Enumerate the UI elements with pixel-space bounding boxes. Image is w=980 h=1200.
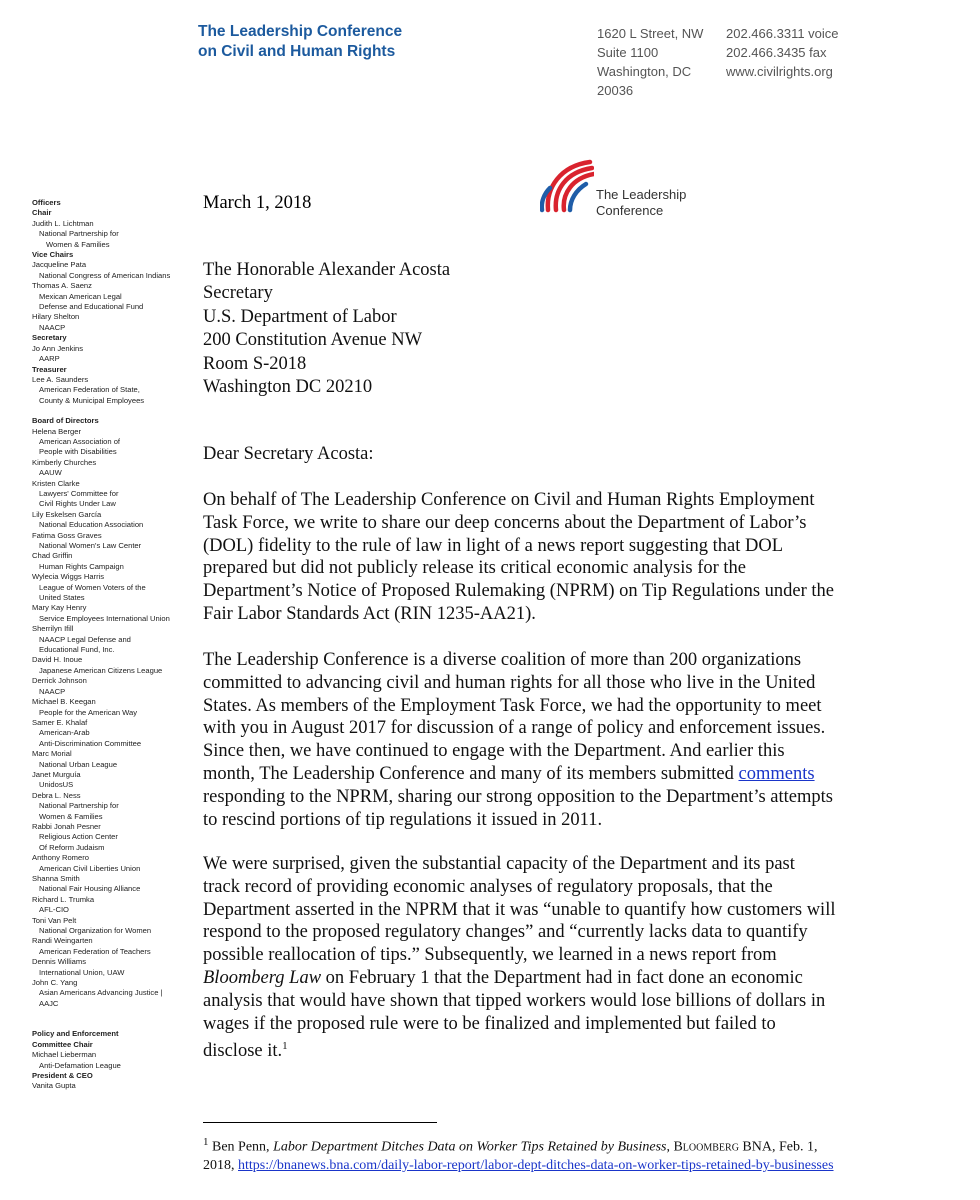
paragraph-1 xyxy=(203,489,875,626)
footnote-line-1 xyxy=(203,1133,903,1157)
phone-fax: 202.466.3435 fax xyxy=(726,45,827,60)
comments-link[interactable]: comments xyxy=(738,763,815,784)
sidebar-heading: Treasurer xyxy=(32,364,67,374)
sidebar-affiliation: Defense and Educational Fund xyxy=(39,302,144,312)
org-name-line2: on Civil and Human Rights xyxy=(198,43,396,60)
sidebar-spacer xyxy=(32,406,192,416)
sidebar-heading: President & CEO xyxy=(32,1070,93,1080)
paragraph-2 xyxy=(203,649,875,831)
text-line: with you in August 2017 for discussion of a range of policy and enforcement issues. xyxy=(203,718,826,739)
sidebar-affiliation: Service Employees International Union xyxy=(39,613,170,623)
phone-voice: 202.466.3311 voice xyxy=(726,26,839,41)
recipient-line: Secretary xyxy=(203,283,273,304)
text-line: possible reallocation of tips.” Subsequently, we learned in a news report from xyxy=(203,945,777,966)
text-line xyxy=(203,967,875,990)
sidebar-person-name: Marc Morial xyxy=(32,749,72,759)
text-line: We were surprised, given the substantial capacity of the Department and its past xyxy=(203,854,795,874)
sidebar-person-name: David H. Inoue xyxy=(32,655,83,665)
sidebar-affiliation: Mexican American Legal xyxy=(39,291,122,301)
sidebar-affiliation: National Fair Housing Alliance xyxy=(39,884,141,894)
recipient-line: 200 Constitution Avenue NW xyxy=(203,330,423,351)
sidebar-person-name: Thomas A. Saenz xyxy=(32,281,92,291)
sidebar-affiliation: Japanese American Citizens League xyxy=(39,665,163,675)
sidebar-person-name: Richard L. Trumka xyxy=(32,894,95,904)
sidebar-person-name: Wylecia Wiggs Harris xyxy=(32,572,105,582)
sidebar-person-name: Michael Lieberman xyxy=(32,1050,97,1060)
website-link[interactable]: www.civilrights.org xyxy=(726,64,833,79)
address-line: 1620 L Street, NW xyxy=(597,26,704,41)
logo-mark-icon xyxy=(540,158,594,214)
sidebar-person-name: Debra L. Ness xyxy=(32,790,81,800)
sidebar-affiliation: Religious Action Center xyxy=(39,832,118,842)
sidebar-person-name: Rabbi Jonah Pesner xyxy=(32,821,101,831)
sidebar-affiliation: International Union, UAW xyxy=(39,967,125,977)
sidebar-person-name: Lily Eskelsen García xyxy=(32,509,102,519)
text-line: committed to advancing civil and human rights for all those who live in the United xyxy=(203,672,816,693)
text-line: Task Force, we write to share our deep concerns about the Department of Labor’s xyxy=(203,512,807,533)
publication-name: Bloomberg Law xyxy=(203,967,322,988)
sidebar-affiliation: Women & Families xyxy=(46,239,110,249)
sidebar-affiliation: National Partnership for xyxy=(39,229,119,239)
sidebar-affiliation: Of Reform Judaism xyxy=(39,842,105,852)
sidebar-affiliation: Human Rights Campaign xyxy=(39,561,124,571)
footnote-marker: 1 xyxy=(203,1136,209,1148)
sidebar-person-name: Shanna Smith xyxy=(32,874,80,883)
text-line: Department asserted in the NPRM that it was “unable to quantify how customers will xyxy=(203,899,836,920)
address-line: 20036 xyxy=(597,83,634,98)
sidebar-affiliation: NAACP xyxy=(39,322,66,332)
address-block xyxy=(597,24,703,100)
sidebar-affiliation: Women & Families xyxy=(39,811,103,821)
sidebar-person-name: Samer E. Khalaf xyxy=(32,717,88,727)
org-name xyxy=(198,22,402,62)
sidebar-affiliation: People with Disabilities xyxy=(39,447,117,457)
sidebar-spacer xyxy=(32,1009,192,1019)
sidebar-affiliation: United States xyxy=(39,593,85,603)
sidebar-affiliation: NAACP Legal Defense and xyxy=(39,634,131,644)
footnote-publication: Bloomberg xyxy=(673,1139,739,1155)
sidebar-affiliation: Lawyers' Committee for xyxy=(39,488,119,498)
sidebar-person-name: Helena Berger xyxy=(32,426,81,436)
sidebar-affiliation: UnidosUS xyxy=(39,780,74,790)
footnote-divider xyxy=(203,1122,437,1123)
recipient-block xyxy=(203,259,450,399)
sidebar-affiliation: American Association of xyxy=(39,436,121,446)
logo-text xyxy=(596,187,686,219)
address-line: Suite 1100 xyxy=(597,45,659,60)
sidebar-affiliation: League of Women Voters of the xyxy=(39,582,146,592)
text-line: (DOL) fidelity to the rule of law in light of a news report suggesting that DOL xyxy=(203,535,784,556)
sidebar-affiliation: AFL-CIO xyxy=(39,905,69,915)
sidebar-person-name: Sherrilyn Ifill xyxy=(32,624,74,634)
logo-text-line2: Conference xyxy=(596,203,664,218)
address-line: Washington, DC xyxy=(597,64,692,79)
text-line: responding to the NPRM, sharing our strong opposition to the Department’s attempts xyxy=(203,786,833,807)
org-name-line1: The Leadership Conference xyxy=(198,23,403,40)
recipient-line: The Honorable Alexander Acosta xyxy=(203,260,451,280)
text-line: Since then, we have continued to engage with the Department. And earlier this xyxy=(203,741,785,762)
sidebar-person-name: Vanita Gupta xyxy=(32,1081,76,1091)
footnote-author: Ben Penn, xyxy=(208,1139,274,1155)
text-line: The Leadership Conference is a diverse coalition of more than 200 organizations xyxy=(203,650,802,670)
text-line xyxy=(203,1035,875,1063)
recipient-line: Room S-2018 xyxy=(203,353,307,374)
sidebar-person-name: Kristen Clarke xyxy=(32,478,80,488)
sidebar-person-name: Jo Ann Jenkins xyxy=(32,343,84,353)
sidebar-affiliation: People for the American Way xyxy=(39,707,138,717)
footnote-sep: , xyxy=(666,1139,674,1155)
footnote-pub-rest: BNA, Feb. 1, xyxy=(738,1139,818,1155)
text-fragment: on February 1 that the Department had in fact done an economic xyxy=(321,967,803,988)
sidebar-affiliation: Anti-Discrimination Committee xyxy=(39,738,142,748)
sidebar-affiliation: County & Municipal Employees xyxy=(39,395,145,405)
sidebar-person-name: Dennis Williams xyxy=(32,957,87,967)
sidebar-person-name: John C. Yang xyxy=(32,978,78,988)
sidebar-affiliation: Educational Fund, Inc. xyxy=(39,645,115,655)
footnote-url-link[interactable]: https://bnanews.bna.com/daily-labor-report/labor-dept-ditches-data-on-worker-tips-retained-by-businesses xyxy=(238,1157,834,1173)
text-line xyxy=(203,763,875,786)
text-fragment: disclose it. xyxy=(203,1041,283,1062)
sidebar-heading: Committee Chair xyxy=(32,1039,93,1049)
footnote-year: 2018, xyxy=(203,1157,238,1173)
sidebar-affiliation: American Civil Liberties Union xyxy=(39,863,141,873)
sidebar-heading: Policy and Enforcement xyxy=(32,1029,119,1039)
text-line: analysis that would have shown that tipped workers would lose billions of dollars in xyxy=(203,990,826,1011)
sidebar-affiliation: NAACP xyxy=(39,686,66,696)
sidebar-person-name: Judith L. Lichtman xyxy=(32,218,94,228)
sidebar-heading: Officers xyxy=(32,198,61,207)
sidebar-person-name: Mary Kay Henry xyxy=(32,603,87,613)
sidebar-affiliation: Civil Rights Under Law xyxy=(39,499,116,509)
sidebar-person-name: Lee A. Saunders xyxy=(32,374,89,384)
sidebar-affiliation: National Partnership for xyxy=(39,801,119,811)
logo-text-line1: The Leadership xyxy=(596,187,687,202)
leadership-conference-logo xyxy=(540,158,700,220)
sidebar-affiliation: American Federation of State, xyxy=(39,385,140,395)
sidebar-affiliation: National Education Association xyxy=(39,520,144,530)
paragraph-3 xyxy=(203,853,875,1063)
sidebar-heading: Vice Chairs xyxy=(32,250,74,260)
sidebar-affiliation: AARP xyxy=(39,354,60,364)
text-line: States. As members of the Employment Task Force, we had the opportunity to meet xyxy=(203,695,822,716)
text-line: respond to the proposed regulatory changes” and “currently lacks data to quantify xyxy=(203,922,808,943)
text-line: wages if the proposed rule were to be finalized and implemented but failed to xyxy=(203,1013,776,1034)
contact-block xyxy=(726,24,839,81)
text-line: Fair Labor Standards Act (RIN 1235-AA21). xyxy=(203,603,536,624)
sidebar-person-name: Kimberly Churches xyxy=(32,457,97,467)
sidebar-affiliation: National Urban League xyxy=(39,759,118,769)
sidebar-affiliation: American-Arab xyxy=(39,728,90,738)
text-fragment: month, The Leadership Conference and many of its members submitted xyxy=(203,763,739,784)
sidebar-affiliation: Anti-Defamation League xyxy=(39,1060,121,1070)
recipient-line: Washington DC 20210 xyxy=(203,377,373,398)
text-line: Department’s Notice of Proposed Rulemaking (NPRM) on Tip Regulations under the xyxy=(203,581,834,602)
sidebar-affiliation: AAUW xyxy=(39,468,62,478)
letter-date: March 1, 2018 xyxy=(203,193,312,213)
text-line: to rescind portions of tip regulations it issued in 2011. xyxy=(203,809,603,830)
sidebar-person-name: Derrick Johnson xyxy=(32,676,87,686)
sidebar-person-name: Hilary Shelton xyxy=(32,312,80,322)
salutation: Dear Secretary Acosta: xyxy=(203,444,374,464)
footnote-ref[interactable]: 1 xyxy=(282,1040,288,1053)
footnote-title: Labor Department Ditches Data on Worker Tips Retained by Business xyxy=(273,1139,667,1155)
sidebar-affiliation: American Federation of Teachers xyxy=(39,946,151,956)
sidebar-affiliation: National Organization for Women xyxy=(39,926,152,936)
sidebar-person-name: Chad Griffin xyxy=(32,551,73,561)
text-line: On behalf of The Leadership Conference on Civil and Human Rights Employment xyxy=(203,490,815,510)
sidebar-person-name: Janet Murguía xyxy=(32,769,81,779)
recipient-line: U.S. Department of Labor xyxy=(203,306,397,327)
sidebar-person-name: Randi Weingarten xyxy=(32,936,93,946)
footnote-line-2 xyxy=(203,1157,903,1175)
text-line: prepared but did not publicly release its critical economic analysis for the xyxy=(203,558,746,579)
text-line: track record of providing economic analyses of regulatory proposals, that the xyxy=(203,876,773,897)
sidebar-affiliation: AAJC xyxy=(39,998,59,1008)
sidebar-spacer xyxy=(32,1019,192,1029)
sidebar-heading: Board of Directors xyxy=(32,416,99,426)
sidebar-person-name: Michael B. Keegan xyxy=(32,697,96,707)
footnote xyxy=(203,1133,903,1175)
sidebar-person-name: Anthony Romero xyxy=(32,853,89,863)
sidebar-heading: Secretary xyxy=(32,333,67,343)
officers-sidebar xyxy=(32,198,192,1092)
sidebar-person-name: Fatima Goss Graves xyxy=(32,530,102,540)
sidebar-heading: Chair xyxy=(32,208,52,218)
sidebar-affiliation: Asian Americans Advancing Justice | xyxy=(39,988,163,998)
sidebar-affiliation: National Women's Law Center xyxy=(39,541,142,550)
sidebar-person-name: Jacqueline Pata xyxy=(32,260,87,270)
sidebar-affiliation: National Congress of American Indians xyxy=(39,270,171,280)
sidebar-person-name: Toni Van Pelt xyxy=(32,915,77,925)
